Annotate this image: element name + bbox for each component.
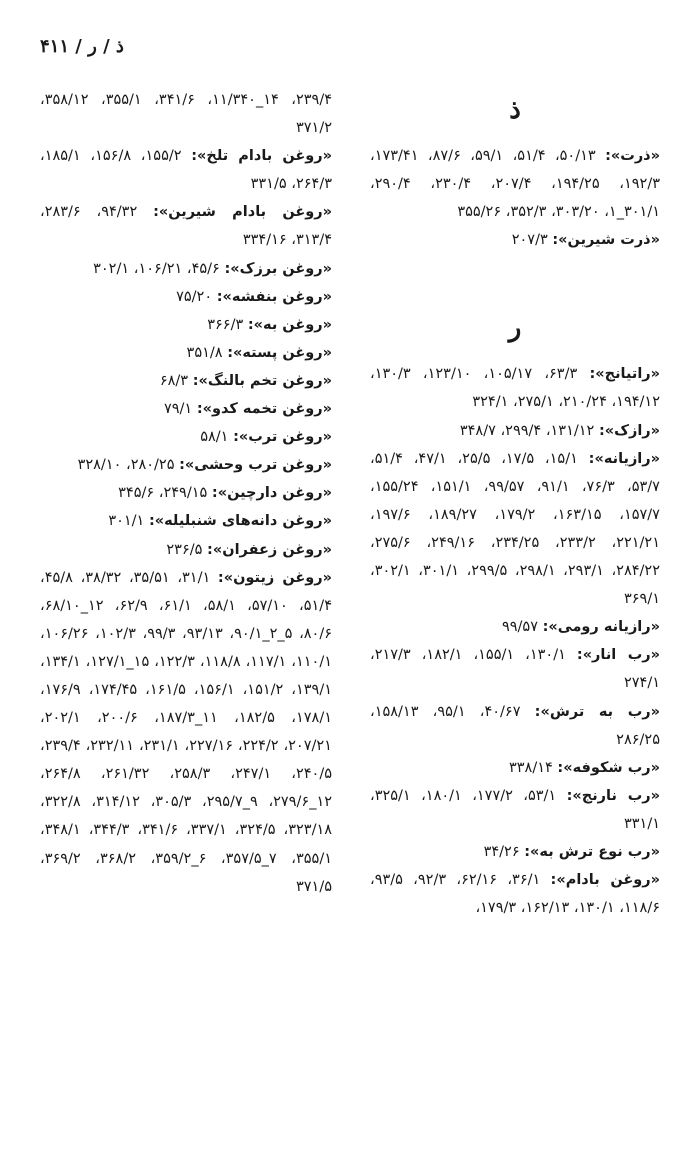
entry-term: «رب به ترش»:	[534, 703, 661, 720]
index-entry	[370, 641, 660, 697]
index-entry	[370, 866, 660, 922]
entry-refs: ۲۸۰/۲۵، ۳۲۸/۱۰	[77, 457, 175, 474]
entry-term: «راتیانج»:	[589, 366, 661, 383]
entry-term: «روغن تخم بالنگ»:	[192, 372, 332, 389]
entry-term: «روغن بادام شیرین»:	[153, 204, 332, 221]
entry-refs: ۵۰/۱۳، ۵۱/۴، ۵۹/۱، ۸۷/۶، ۱۷۳/۴۱، ۱۹۲/۳، ۱۹۴/۲۵، ۲۰۷/۴، ۲۳۰/۴، ۲۹۰/۴، ۳۰۱/۱_۱، ۳۰۳/۲۰، ۳۵۲/۳، ۳۵۵/۲۶	[370, 148, 661, 221]
entry-term: «رازک»:	[598, 422, 660, 439]
index-entry	[370, 838, 660, 866]
index-entry	[40, 507, 332, 535]
index-entry	[40, 564, 332, 901]
entry-term: «روغن دانه‌های شنبلیله»:	[148, 513, 332, 530]
entry-refs: ۳۰۱/۱	[108, 513, 145, 530]
entry-refs: ۱۵/۱، ۱۷/۵، ۲۵/۵، ۴۷/۱، ۵۱/۴، ۵۳/۷، ۷۶/۳، ۹۱/۱، ۹۹/۵۷، ۱۵۱/۱، ۱۵۵/۲۴، ۱۵۷/۷، ۱۶۳/۱۵، ۱۷۹/۲، ۱۸۹/۲۷، ۱۹۷/۶، ۲۲۱/۲۱، ۲۳۳/۲، ۲۳۴/۲۵، ۲۴۹/۱۶، ۲۷۵/۶، ۲۸۴/۲۲، ۲۹۳/۱، ۲۹۸/۱، ۲۹۹/۵، ۳۰۱/۱، ۳۰۲/۱، ۳۶۹/۱	[370, 450, 661, 608]
entry-refs: ۴۰/۶۷، ۹۵/۱، ۱۵۸/۱۳، ۲۸۶/۲۵	[370, 703, 660, 748]
index-entry	[370, 360, 660, 416]
index-entry	[40, 536, 332, 564]
index-entry	[370, 754, 660, 782]
section-letter: ر	[508, 313, 522, 344]
entry-term: «رازیانه»:	[588, 450, 660, 467]
entry-refs: ۴۵/۶، ۱۰۶/۲۱، ۳۰۲/۱	[93, 260, 220, 277]
index-entry	[370, 613, 660, 641]
entry-refs: ۵۳/۱، ۱۷۷/۲، ۱۸۰/۱، ۳۲۵/۱، ۳۳۱/۱	[370, 787, 660, 832]
index-entry	[40, 339, 332, 367]
index-entry	[370, 226, 660, 254]
entry-term: «رازیانه رومی»:	[542, 619, 660, 636]
entry-refs: ۷۹/۱	[163, 401, 193, 418]
entry-refs: ۱۳۱/۱۲، ۲۹۹/۴، ۳۴۸/۷	[459, 422, 595, 439]
index-entry	[370, 445, 660, 614]
entry-refs: ۲۳۶/۵	[166, 541, 203, 558]
entry-refs: ۳۱/۱، ۳۵/۵۱، ۳۸/۳۲، ۴۵/۸، ۵۱/۴، ۵۷/۱۰، ۵۸/۱، ۶۱/۱، ۶۲/۹، ۱۲_۶۸/۱۰، ۸۰/۶، ۵_۲_۹۰/۱، ۹۳/۱۳، ۹۹/۳، ۱۰۲/۳، ۱۰۶/۲۶، ۱۱۰/۱، ۱۱۷/۱، ۱۱۸/۸، ۱۲۲/۳، ۱۵_۱۲۷/۱، ۱۳۴/۱، ۱۳۹/۱، ۱۵۱/۲، ۱۵۶/۱، ۱۶۱/۵، ۱۷۴/۴۵، ۱۷۶/۹، ۱۷۸/۱، ۱۸۲/۵، ۱۱_۱۸۷/۳، ۲۰۰/۶، ۲۰۲/۱، ۲۰۷/۲۱، ۲۲۴/۲، ۲۲۷/۱۶، ۲۳۱/۱، ۲۳۲/۱۱، ۲۳۹/۴، ۲۴۰/۵، ۲۴۷/۱، ۲۵۸/۳، ۲۶۱/۳۲، ۲۶۴/۸، ۱۲_۲۷۹/۶، ۹_۲۹۵/۷، ۳۰۵/۳، ۳۱۴/۱۲، ۳۲۲/۸، ۳۲۳/۱۸، ۳۲۴/۵، ۳۳۷/۱، ۳۴۱/۶، ۳۴۴/۳، ۳۴۸/۱، ۳۵۵/۱، ۷_۳۵۷/۵، ۶_۳۵۹/۲، ۳۶۸/۲، ۳۶۹/۲، ۳۷۱/۵	[40, 569, 333, 895]
entry-refs: ۶۳/۳، ۱۰۵/۱۷، ۱۲۳/۱۰، ۱۳۰/۳، ۱۹۴/۱۲، ۲۱۰/۲۴، ۲۷۵/۱، ۳۲۴/۱	[370, 366, 660, 411]
entry-refs: ۱۵۵/۲، ۱۵۶/۸، ۱۸۵/۱، ۲۶۴/۳، ۳۳۱/۵	[40, 148, 332, 193]
section-letter: ذ	[509, 95, 521, 125]
index-entry	[40, 367, 332, 395]
entry-term: «روغن زعفران»:	[207, 541, 332, 558]
entry-refs: ۳۵۱/۸	[186, 344, 223, 361]
entry-refs: ۲۰۷/۳	[511, 232, 548, 249]
index-entry	[370, 142, 660, 226]
entry-refs: ۳۶/۱، ۶۲/۱۶، ۹۲/۳، ۹۳/۵، ۱۱۸/۶، ۱۳۰/۱، ۱۶۲/۱۳، ۱۷۹/۳،	[370, 872, 660, 917]
page-header: ذ / ر / ۴۱۱	[40, 36, 124, 57]
entry-term: «روغن پسته»:	[227, 344, 332, 361]
index-entry	[40, 198, 332, 254]
entry-term: «روغن برزک»:	[224, 260, 332, 277]
entry-term: «روغن ترب»:	[233, 429, 332, 446]
entry-term: «روغن بادام تلخ»:	[191, 148, 333, 165]
index-entry	[370, 698, 660, 754]
entry-refs: ۲۳۹/۴، ۱۴_۱۱/۳۴۰، ۳۴۱/۶، ۳۵۵/۱، ۳۵۸/۱۲، ۳۷۱/۲	[40, 92, 332, 137]
index-entry	[370, 417, 660, 445]
entry-refs: ۵۸/۱	[200, 429, 229, 446]
entry-term: «ذرت»:	[605, 148, 660, 164]
index-entry	[40, 423, 332, 451]
entry-refs: ۳۴/۲۶	[483, 843, 520, 860]
index-entry	[40, 311, 332, 339]
index-entry-continuation	[40, 86, 332, 142]
entry-term: «ذرت شیرین»:	[552, 232, 660, 249]
index-entry	[40, 451, 332, 479]
entry-refs: ۷۵/۲۰	[176, 288, 213, 305]
entry-refs: ۹۹/۵۷	[501, 619, 538, 636]
entry-term: «رب نارنج»:	[566, 787, 660, 804]
entry-refs: ۳۳۸/۱۴	[508, 759, 553, 776]
entry-refs: ۶۸/۳	[159, 372, 189, 389]
entry-term: «رب نوع ترش به»:	[524, 843, 660, 860]
index-entry	[40, 395, 332, 423]
index-column-left	[40, 86, 332, 901]
entry-term: «روغن دارچین»:	[211, 485, 332, 502]
index-column-right	[370, 86, 660, 922]
entry-term: «روغن بادام»:	[550, 872, 661, 889]
entry-term: «روغن تخمه کدو»:	[196, 401, 332, 418]
entry-term: «روغن بنفشه»:	[216, 288, 332, 305]
index-entry	[370, 782, 660, 838]
index-entry	[40, 283, 332, 311]
entry-refs: ۲۴۹/۱۵، ۳۴۵/۶	[118, 485, 208, 502]
entry-refs: ۱۳۰/۱، ۱۵۵/۱، ۱۸۲/۱، ۲۱۷/۳، ۲۷۴/۱	[370, 647, 660, 692]
index-entry	[40, 479, 332, 507]
entry-term: «روغن به»:	[247, 316, 332, 333]
index-entry	[40, 255, 332, 283]
entry-term: «رب شکوفه»:	[557, 759, 660, 776]
entry-term: «رب انار»:	[576, 647, 660, 664]
entry-refs: ۹۴/۳۲، ۲۸۳/۶، ۳۱۳/۴، ۳۳۴/۱۶	[40, 204, 332, 249]
entry-term: «روغن زیتون»:	[217, 569, 333, 586]
index-entry	[40, 142, 332, 198]
entry-term: «روغن ترب وحشی»:	[179, 457, 332, 474]
entry-refs: ۳۶۶/۳	[207, 316, 244, 333]
